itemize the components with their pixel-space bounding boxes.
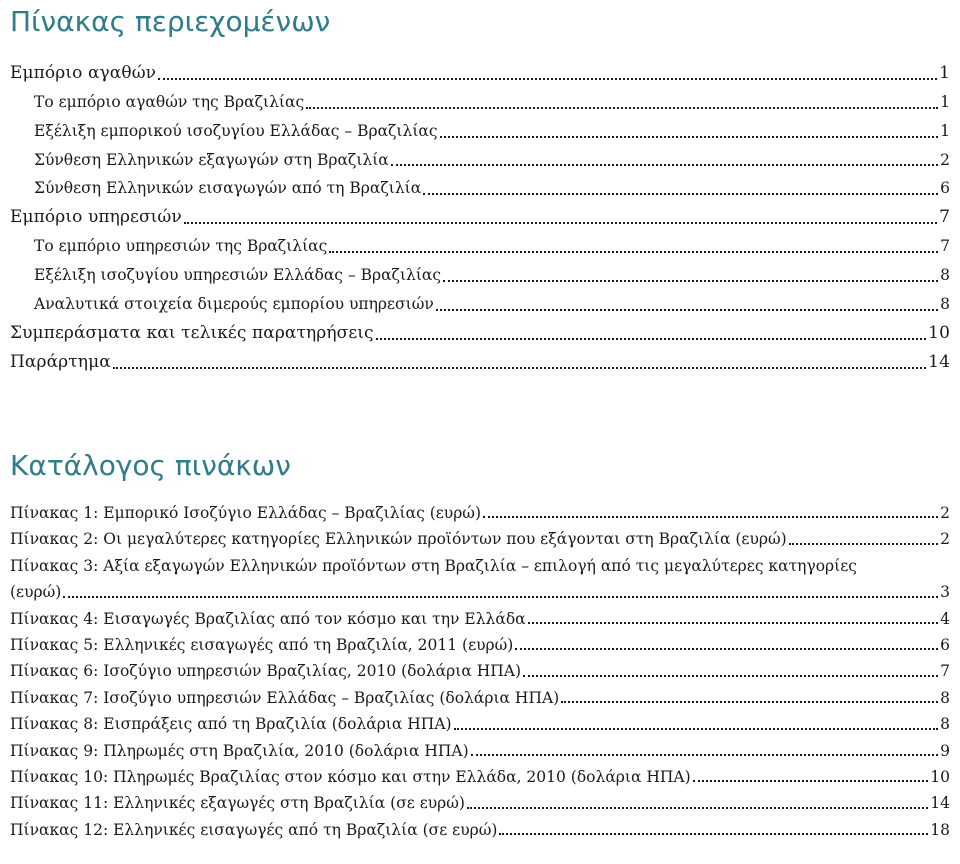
toc-entry[interactable] xyxy=(0,290,960,319)
toc-entry-label: Παράρτημα xyxy=(10,351,111,372)
toc-entry-page: 10 xyxy=(928,322,950,343)
table-list-entry[interactable] xyxy=(0,500,960,526)
dot-leader xyxy=(63,596,938,598)
dot-leader xyxy=(391,164,938,166)
table-list-entry-label: Πίνακας 12: Ελληνικές εισαγωγές από τη Βραζιλία (σε ευρώ) xyxy=(10,820,498,839)
toc-entry[interactable] xyxy=(0,59,960,88)
table-list-entry-label: Πίνακας 7: Ισοζύγιο υπηρεσιών Ελλάδας – Βραζιλίας (δολάρια ΗΠΑ) xyxy=(10,688,560,707)
table-list-entry-label: Πίνακας 6: Ισοζύγιο υπηρεσιών Βραζιλίας, 2010 (δολάρια ΗΠΑ) xyxy=(10,662,521,681)
toc-entry-page: 8 xyxy=(940,294,950,313)
toc-entry-page: 14 xyxy=(928,351,950,372)
table-list-entry-page: 9 xyxy=(940,741,950,760)
toc-entry[interactable] xyxy=(0,117,960,146)
table-list-entry[interactable] xyxy=(0,553,960,606)
table-list-entry-label: Πίνακας 10: Πληρωμές Βραζιλίας στον κόσμο και στην Ελλάδα, 2010 (δολάρια ΗΠΑ) xyxy=(10,767,691,786)
toc-entry-label: Εμπόριο υπηρεσιών xyxy=(10,207,182,228)
dot-leader xyxy=(376,338,927,340)
table-list-entry-label: Πίνακας 5: Ελληνικές εισαγωγές από τη Βραζιλία, 2011 (ευρώ) xyxy=(10,635,514,654)
table-list-entry-page: 4 xyxy=(940,609,950,628)
dot-leader xyxy=(423,193,938,195)
dot-leader xyxy=(436,309,938,311)
dot-leader xyxy=(443,280,938,282)
dot-leader xyxy=(528,622,939,624)
list-of-tables xyxy=(0,500,960,843)
table-list-entry[interactable] xyxy=(0,526,960,552)
toc-entry[interactable] xyxy=(0,203,960,232)
table-list-entry-label: Πίνακας 9: Πληρωμές στη Βραζιλία, 2010 (δολάρια ΗΠΑ) xyxy=(10,741,469,760)
toc-entry-page: 1 xyxy=(940,93,950,111)
table-list-entry-page: 6 xyxy=(940,635,950,654)
dot-leader xyxy=(523,675,938,677)
table-list-entry[interactable] xyxy=(0,764,960,790)
table-list-entry-label: Πίνακας 2: Οι μεγαλύτερες κατηγορίες Ελληνικών προϊόντων που εξάγονται στη Βραζιλία (ευρώ) xyxy=(10,530,787,549)
dot-leader xyxy=(454,728,939,730)
toc-entry[interactable] xyxy=(0,319,960,348)
toc-entry-page: 7 xyxy=(940,237,950,256)
dot-leader xyxy=(471,754,939,756)
table-list-entry-label: Πίνακας 11: Ελληνικές εξαγωγές στη Βραζιλία (σε ευρώ) xyxy=(10,794,465,813)
toc-list xyxy=(0,59,960,377)
toc-entry[interactable] xyxy=(0,88,960,117)
table-list-entry[interactable] xyxy=(0,606,960,632)
toc-entry[interactable] xyxy=(0,174,960,203)
table-list-entry-label: Πίνακας 8: Εισπράξεις από τη Βραζιλία (δολάρια ΗΠΑ) xyxy=(10,715,452,734)
toc-entry-page: 2 xyxy=(940,150,950,169)
table-list-entry[interactable] xyxy=(0,685,960,711)
table-list-entry[interactable] xyxy=(0,738,960,764)
toc-entry-page: 1 xyxy=(939,63,950,83)
toc-entry[interactable] xyxy=(0,146,960,175)
dot-leader xyxy=(693,780,929,782)
table-list-entry-page: 8 xyxy=(940,715,950,734)
table-list-entry-label-cont: (ευρώ) xyxy=(10,583,62,602)
toc-entry-page: 6 xyxy=(940,179,950,198)
toc-entry-page: 8 xyxy=(940,265,950,284)
dot-leader xyxy=(306,107,938,109)
dot-leader xyxy=(467,807,928,809)
table-list-entry-label: Πίνακας 3: Αξία εξαγωγών Ελληνικών προϊόντων στη Βραζιλία – επιλογή από τις μεγαλύτερες κατηγορίες xyxy=(10,556,857,575)
dot-leader xyxy=(440,136,939,138)
dot-leader xyxy=(789,543,938,545)
table-list-entry-page: 14 xyxy=(930,794,950,813)
table-list-entry-page: 2 xyxy=(940,530,950,549)
toc-entry-label: Σύνθεση Ελληνικών εισαγωγών από τη Βραζιλία xyxy=(34,179,422,198)
list-of-tables-heading: Κατάλογος πινάκων xyxy=(10,449,291,482)
toc-entry-label: Το εμπόριο αγαθών της Βραζιλίας xyxy=(34,93,305,111)
toc-heading: Πίνακας περιεχομένων xyxy=(10,5,331,38)
toc-entry-label: Σύνθεση Ελληνικών εξαγωγών στη Βραζιλία xyxy=(34,150,389,169)
toc-entry-page: 7 xyxy=(939,207,950,228)
toc-entry-label: Εξέλιξη εμπορικού ισοζυγίου Ελλάδας – Βραζιλίας xyxy=(34,121,438,140)
table-list-entry-page: 18 xyxy=(930,820,950,839)
toc-entry[interactable] xyxy=(0,232,960,261)
dot-leader xyxy=(158,78,937,80)
toc-entry-label: Εξέλιξη ισοζυγίου υπηρεσιών Ελλάδας – Βραζιλίας xyxy=(34,265,442,284)
dot-leader xyxy=(515,648,938,650)
table-list-entry[interactable] xyxy=(0,817,960,843)
toc-entry-label: Εμπόριο αγαθών xyxy=(10,63,157,83)
dot-leader xyxy=(561,701,938,703)
dot-leader xyxy=(499,833,928,835)
table-list-entry[interactable] xyxy=(0,790,960,816)
toc-entry-page: 1 xyxy=(940,121,950,140)
table-list-entry-page: 2 xyxy=(940,504,950,522)
table-list-entry[interactable] xyxy=(0,711,960,737)
dot-leader xyxy=(329,251,938,253)
toc-entry-label: Αναλυτικά στοιχεία διμερούς εμπορίου υπηρεσιών xyxy=(34,294,434,313)
dot-leader xyxy=(184,222,937,224)
toc-entry-label: Το εμπόριο υπηρεσιών της Βραζιλίας xyxy=(34,237,328,256)
table-list-entry-continuation xyxy=(10,579,950,605)
table-list-entry-page: 10 xyxy=(930,767,950,786)
table-list-entry-label: Πίνακας 1: Εμπορικό Ισοζύγιο Ελλάδας – Βραζιλίας (ευρώ) xyxy=(10,504,481,522)
toc-entry[interactable] xyxy=(0,348,960,377)
table-list-entry[interactable] xyxy=(0,632,960,658)
dot-leader xyxy=(113,367,926,369)
table-list-entry-page: 7 xyxy=(940,662,950,681)
table-list-entry[interactable] xyxy=(0,658,960,684)
toc-entry[interactable] xyxy=(0,261,960,290)
table-list-entry-label: Πίνακας 4: Εισαγωγές Βραζιλίας από τον κόσμο και την Ελλάδα xyxy=(10,609,526,628)
toc-entry-label: Συμπεράσματα και τελικές παρατηρήσεις xyxy=(10,322,374,343)
table-list-entry-page: 8 xyxy=(940,688,950,707)
dot-leader xyxy=(483,516,938,518)
table-list-entry-page: 3 xyxy=(940,583,950,602)
